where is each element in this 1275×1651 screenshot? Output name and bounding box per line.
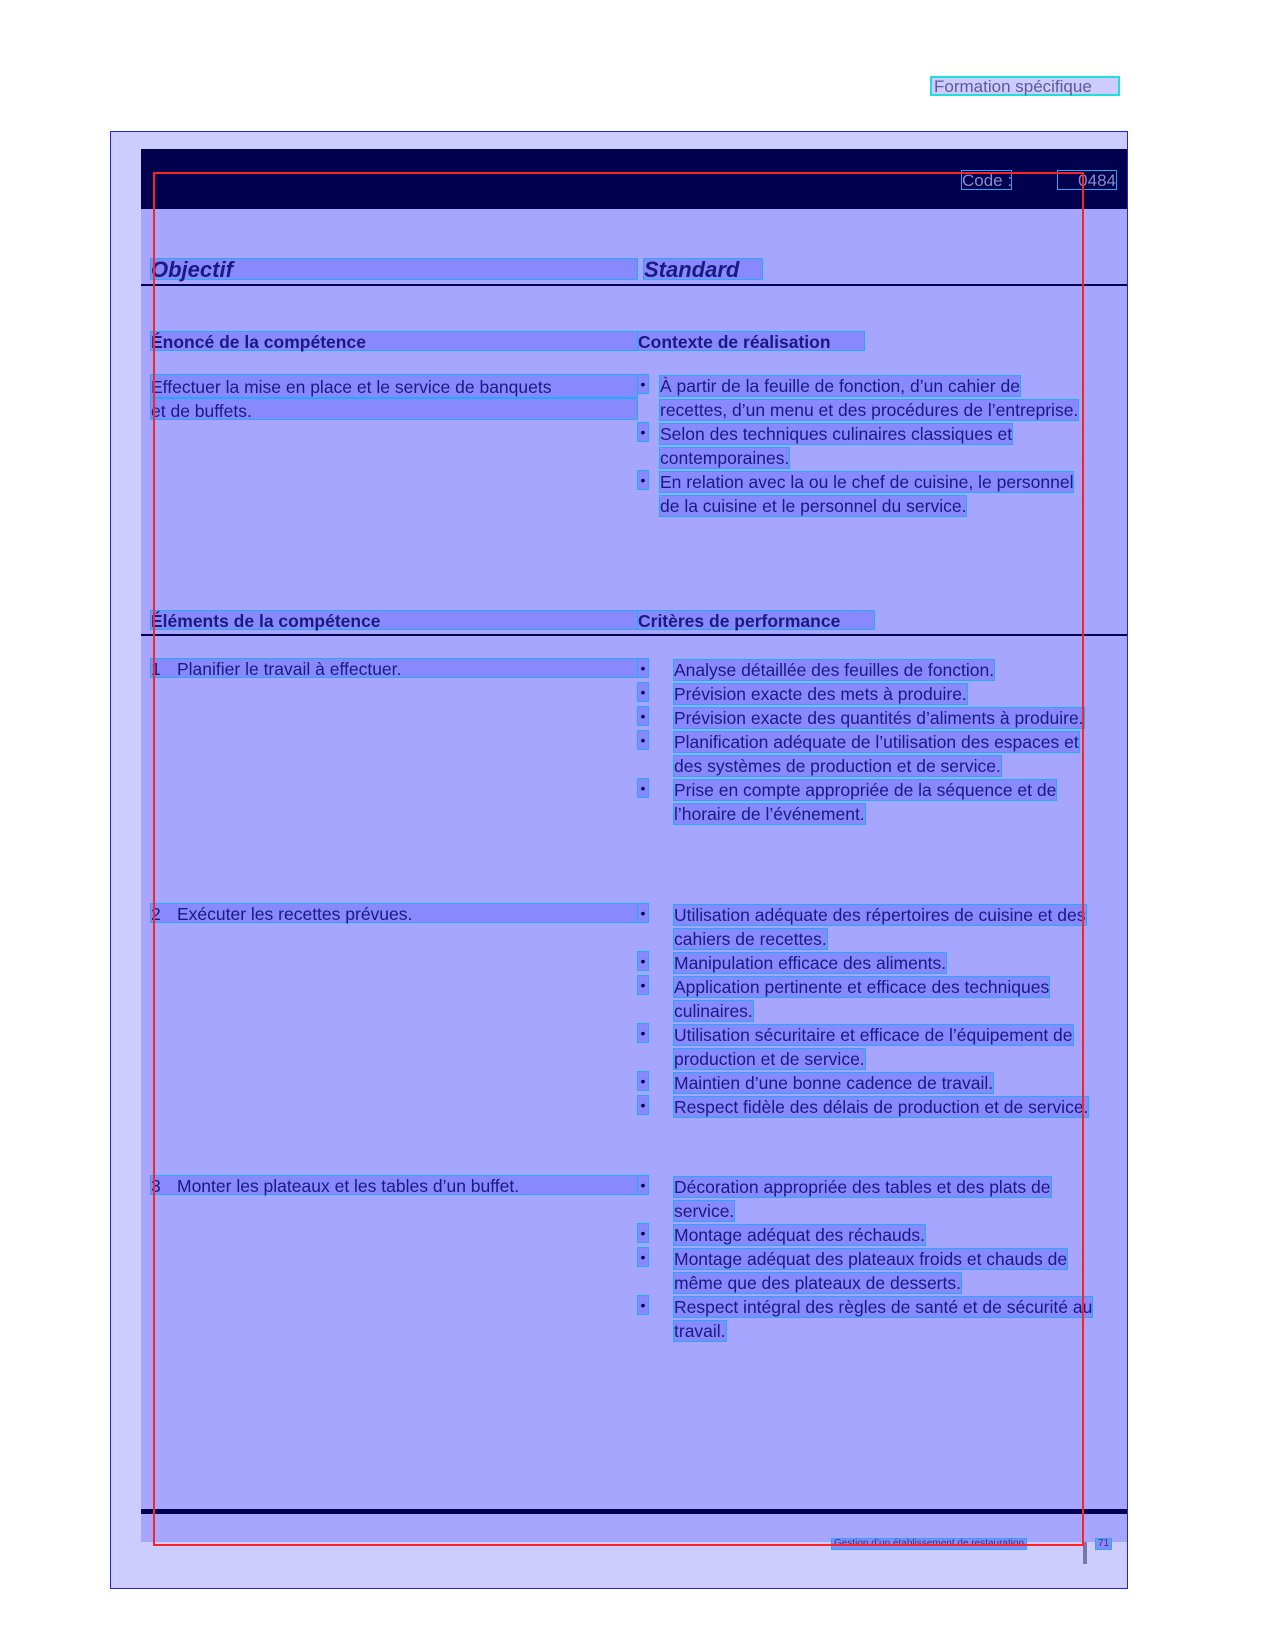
- standard-heading: Standard: [643, 258, 763, 280]
- element-number: 1: [151, 659, 161, 679]
- element-2: [150, 903, 638, 923]
- bullet-icon: •: [637, 903, 649, 923]
- statement-line-2: et de buffets.: [150, 398, 638, 420]
- bullet-icon: •: [637, 658, 649, 678]
- element-1: [150, 658, 638, 678]
- criterion-item: • Maintien d’une bonne cadence de travail.: [637, 1071, 1099, 1095]
- bullet-icon: •: [637, 470, 649, 490]
- element-label: Planifier le travail à effectuer.: [177, 659, 402, 679]
- code-label: Code :: [962, 171, 1013, 190]
- criterion-item: • Utilisation adéquate des répertoires de cuisine et des cahiers de recettes.: [637, 903, 1099, 951]
- criterion-item: • Utilisation sécuritaire et efficace de l’équipement de production et de service.: [637, 1023, 1099, 1071]
- footer-rule: [141, 1509, 1127, 1514]
- footer-program-name: Gestion d’un établissement de restauration: [831, 1538, 1027, 1550]
- elements-heading: Éléments de la compétence: [150, 610, 638, 630]
- criterion-item: • Montage adéquat des plateaux froids et chauds de même que des plateaux de desserts.: [637, 1247, 1107, 1295]
- criterion-item: • Analyse détaillée des feuilles de fonction.: [637, 658, 1099, 682]
- bullet-icon: •: [637, 778, 649, 798]
- criterion-item: • Application pertinente et efficace des techniques culinaires.: [637, 975, 1099, 1023]
- criterion-item: • Décoration appropriée des tables et des plats de service.: [637, 1175, 1107, 1223]
- element-label: Exécuter les recettes prévues.: [177, 904, 413, 924]
- competency-code: [961, 170, 1117, 190]
- bullet-icon: •: [637, 730, 649, 750]
- footer-divider: [1083, 1542, 1087, 1564]
- bullet-icon: •: [637, 1247, 649, 1267]
- page-number: 71: [1095, 1538, 1112, 1550]
- heading-rule: [141, 284, 1127, 286]
- code-value: 0484: [1057, 170, 1117, 190]
- element-3: [150, 1175, 638, 1195]
- program-type-label: Formation spécifique: [930, 76, 1120, 96]
- criterion-item: • Prise en compte appropriée de la séquence et de l’horaire de l’événement.: [637, 778, 1099, 826]
- bullet-icon: •: [637, 706, 649, 726]
- criteria-heading: Critères de performance: [637, 610, 875, 630]
- bullet-icon: •: [637, 975, 649, 995]
- criterion-item: • Respect intégral des règles de santé et de sécurité au travail.: [637, 1295, 1107, 1343]
- criteria-list-1: [637, 658, 1099, 826]
- context-item: • À partir de la feuille de fonction, d’un cahier de recettes, d’un menu et des procédures de l’entreprise.: [637, 374, 1085, 422]
- criterion-item: • Planification adéquate de l’utilisation des espaces et des systèmes de production et de service.: [637, 730, 1099, 778]
- elements-rule: [141, 634, 1127, 636]
- element-number: 2: [151, 904, 161, 924]
- bullet-icon: •: [637, 1295, 649, 1315]
- criterion-item: • Montage adéquat des réchauds.: [637, 1223, 1107, 1247]
- bullet-icon: •: [637, 951, 649, 971]
- bullet-icon: •: [637, 1071, 649, 1091]
- bullet-icon: •: [637, 374, 649, 394]
- bullet-icon: •: [637, 1223, 649, 1243]
- criteria-list-2: [637, 903, 1099, 1119]
- criterion-item: • Respect fidèle des délais de production et de service.: [637, 1095, 1099, 1119]
- criteria-list-3: [637, 1175, 1107, 1343]
- criterion-item: • Prévision exacte des mets à produire.: [637, 682, 1099, 706]
- bullet-icon: •: [637, 1095, 649, 1115]
- statement-line-1: Effectuer la mise en place et le service de banquets: [150, 374, 638, 398]
- statement-heading: Énoncé de la compétence: [150, 331, 638, 351]
- bullet-icon: •: [637, 1175, 649, 1195]
- bullet-icon: •: [637, 422, 649, 442]
- context-item: • En relation avec la ou le chef de cuisine, le personnel de la cuisine et le personnel du service.: [637, 470, 1085, 518]
- element-number: 3: [151, 1176, 161, 1196]
- bullet-icon: •: [637, 682, 649, 702]
- context-list: [637, 374, 1085, 518]
- criterion-item: • Prévision exacte des quantités d’aliments à produire.: [637, 706, 1099, 730]
- objective-heading: Objectif: [150, 258, 638, 280]
- context-heading: Contexte de réalisation: [637, 331, 865, 351]
- context-item: • Selon des techniques culinaires classiques et contemporaines.: [637, 422, 1085, 470]
- bullet-icon: •: [637, 1023, 649, 1043]
- element-label: Monter les plateaux et les tables d’un buffet.: [177, 1176, 520, 1196]
- criterion-item: • Manipulation efficace des aliments.: [637, 951, 1099, 975]
